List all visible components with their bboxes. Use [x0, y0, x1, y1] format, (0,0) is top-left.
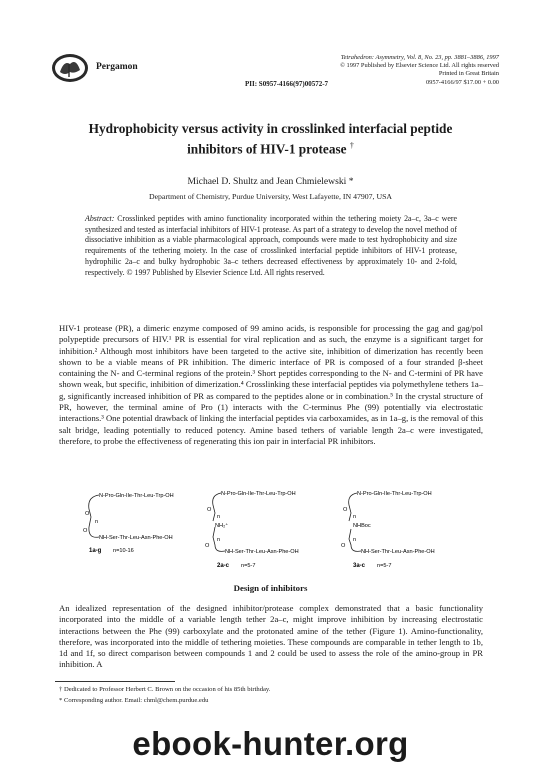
structure-2-n-subscript-2: n [217, 537, 221, 543]
abstract-text: Crosslinked peptides with amino functionality incorporated within the tethering moiety 2a–c, 3a–c were synthesized and tested as interfacial inhibitors of HIV-1 protease. As part of a strategy to develop the novel method of dissociative inhibition as a viable pharmacological approach, compounds were made to test hydrophobicity and size requirements of the tethering moiety. In the case of crosslinked interfacial peptide inhibitors of HIV-1 protease, hydrophilic 2a–c and bulky hydrophobic 3a–c tethers decreased effectiveness by approximately 10- and 2-fold, respectively. © 1997 Published by Elsevier Science Ltd. All rights reserved. [85, 214, 457, 277]
structure-2-ammonium: NH₂⁺ [215, 523, 229, 529]
structure-1-carbonyl: O [85, 511, 90, 517]
printed-line: Printed in Great Britain [438, 70, 499, 78]
section-heading: Design of inhibitors [233, 583, 308, 593]
footnote-dedication: † Dedicated to Professor Herbert C. Brown on the occasion of his 85th birthday. [59, 686, 271, 693]
compound-label-2: 2a-c [217, 563, 230, 569]
copyright-line: © 1997 Published by Elsevier Science Ltd. All rights reserved [340, 62, 499, 70]
compound-label-1: 1a-g [89, 548, 102, 554]
pii-code: PII: S0957-4166(97)00572-7 [245, 80, 329, 88]
article-title [40, 120, 501, 157]
structure-1 [83, 493, 174, 554]
structure-1-bottom-chain: NH-Ser-Thr-Leu-Asn-Phe-OH [99, 535, 173, 541]
structure-3-carbonyl: O [343, 507, 348, 513]
structure-3 [341, 491, 435, 569]
structure-3-bottom-chain: NH-Ser-Thr-Leu-Asn-Phe-OH [361, 549, 435, 555]
author-list: Michael D. Shultz and Jean Chmielewski * [187, 176, 354, 187]
structure-3-n-subscript-2: n [353, 537, 357, 543]
structure-2-n-subscript: n [217, 514, 221, 520]
structure-2 [205, 491, 299, 569]
title-dagger: † [349, 141, 354, 150]
structures-figure [55, 487, 495, 573]
intro-paragraph: HIV-1 protease (PR), a dimeric enzyme composed of 99 amino acids, is responsible for processing the gag and gag/pol polypeptide precursors of HIV.¹ PR is essential for viral replication and as such, the enzyme is a significant target for inhibition.² Although most inhibitors have been targeted to the active site, inhibition of dimerization has recently been shown to be a viable means of PR inhibition. The dimeric interface of PR is composed of a four stranded β-sheet containing the N- and C-terminal regions of the protein.³ Short peptides corresponding to the N- and C-termini of PR have shown weak, but specific, inhibition of dimerization.⁴ Crosslinking these interfacial peptides via polymethylene tethers 1a–g, significantly increased inhibition of PR as compared to the peptides alone or in combination.⁵ In the crystal structure of PR, however, the terminal amine of Pro (1) interacts with the C-terminus Phe (99) potentially via electrostatic interactions.³ One potential drawback of linking the interfacial peptides via carboxamides, as in 1a–g, is the removal of this salt bridge, leading potentially to reduced potency. Amine based tethers of variable length 2a–c were investigated, therefore, to probe the effectiveness of regenerating this ion pair in interfacial PR inhibitors. [59, 323, 483, 446]
watermark: ebook-hunter.org [132, 725, 409, 762]
abstract-label: Abstract: [85, 214, 115, 223]
affiliation: Department of Chemistry, Purdue University, West Lafayette, IN 47907, USA [148, 192, 393, 201]
compound-range-1: n=10-16 [113, 548, 134, 554]
structure-3-top-chain: N-Pro-Gln-Ile-Thr-Leu-Trp-OH [357, 491, 432, 497]
structure-3-n-subscript: n [353, 514, 357, 520]
publisher-logo [50, 52, 90, 84]
structure-3-carbonyl-2: O [341, 543, 346, 549]
compound-range-3: n=5-7 [377, 563, 392, 569]
abstract [85, 214, 457, 278]
structure-2-carbonyl-2: O [205, 543, 210, 549]
structure-2-bottom-chain: NH-Ser-Thr-Leu-Asn-Phe-OH [225, 549, 299, 555]
footnote-rule [55, 681, 175, 682]
title-line-2: inhibitors of HIV-1 protease [187, 141, 347, 157]
footnote-corresponding: * Corresponding author. Email: chml@chem.purdue.edu [59, 697, 209, 704]
structure-2-top-chain: N-Pro-Gln-Ile-Thr-Leu-Trp-OH [221, 491, 296, 497]
title-line-1: Hydrophobicity versus activity in crosslinked interfacial peptide [88, 121, 453, 136]
compound-label-3: 3a-c [353, 563, 366, 569]
structure-3-nhboc: NHBoc [353, 523, 371, 529]
structure-1-carbonyl-2: O [83, 528, 88, 534]
design-paragraph: An idealized representation of the designed inhibitor/protease complex demonstrated that a basic functionality incorporated into the middle of a variable length tether 2a–c, might improve inhibition by increasing electrostatic interactions between the Phe (99) carboxylate and the protonated amine of the tether (Figure 1). Amino-functionality, therefore, was incorporated into the middle of tethering moieties. These compounds are comparable in tether length to 1b, 1d and 1f, so direct comparison between compounds 1 and 2 could be used to assess the role of the amino-group in PR inhibition. A [59, 603, 483, 670]
journal-meta [340, 54, 499, 87]
structure-1-top-chain: N-Pro-Gln-Ile-Thr-Leu-Trp-OH [99, 493, 174, 499]
journal-citation: Tetrahedron: Asymmetry, Vol. 8, No. 23, pp. 3881–3886, 1997 [340, 54, 499, 61]
structure-2-carbonyl: O [207, 507, 212, 513]
price-line: 0957-4166/97 $17.00 + 0.00 [425, 78, 499, 86]
publisher-name: Pergamon [96, 62, 138, 72]
compound-range-2: n=5-7 [241, 563, 256, 569]
structure-1-n-subscript: n [95, 519, 99, 525]
